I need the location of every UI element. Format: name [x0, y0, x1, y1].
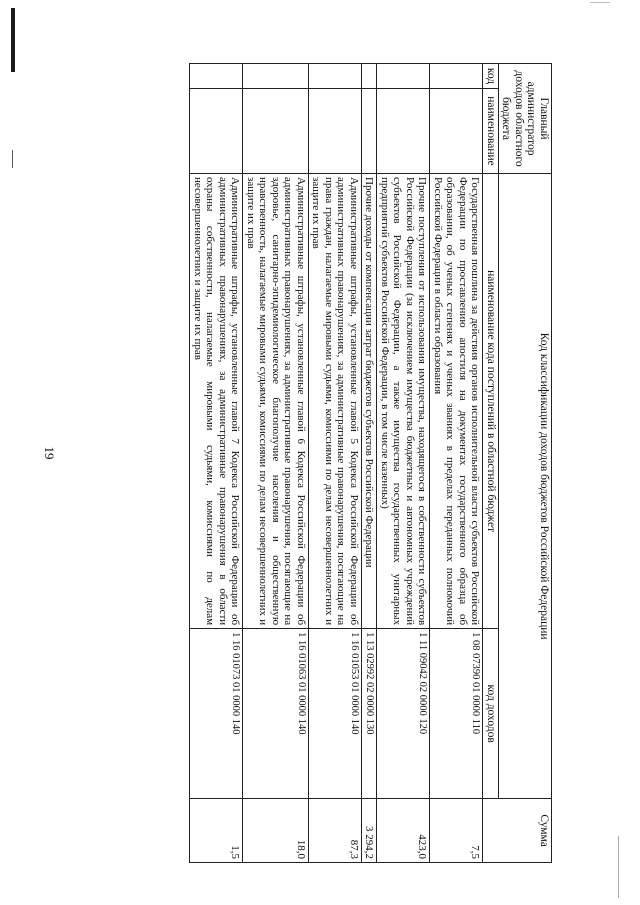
admin-kod-cell: [362, 64, 378, 89]
table-row: [430, 64, 483, 863]
scan-artifact-mark: [590, 2, 610, 3]
naimenovanie-header: наименование: [483, 89, 499, 174]
income-code-cell: 1 13 02992 02 0000 130: [362, 629, 378, 799]
admin-kod-cell: [377, 64, 430, 89]
table-row: [309, 64, 362, 863]
admin-name-cell: [190, 89, 243, 174]
income-code-cell: 1 16 01053 01 0000 140: [309, 629, 362, 799]
income-code-cell: 1 16 01063 01 0000 140: [243, 629, 309, 799]
sum-cell: 1,5: [190, 799, 243, 863]
income-name-cell: Прочие поступления от использования имущества, находящегося в собственности субъектов Российской Федерации (за исключением имущества бюджетных и автономных учреждений субъектов Российской Федерации, а также имущества государственных унитарных предприятий субъектов Российской Федерации, в том числе казенных): [377, 174, 430, 629]
table-row: [362, 64, 378, 863]
sum-cell: 87,3: [309, 799, 362, 863]
scan-artifact-mark: [618, 836, 619, 898]
admin-name-cell: [430, 89, 483, 174]
admin-kod-cell: [190, 64, 243, 89]
naimenovanie-koda-header: наименование кода поступлений в областной бюджет: [483, 174, 499, 629]
income-name-cell: Административные штрафы, установленные главой 5 Кодекса Российской Федерации об административных правонарушениях, за административные правонарушения, посягающие на права граждан, налагаемые мировыми судьями, комиссиями по делам несовершеннолетних и защите их прав: [309, 174, 362, 629]
scan-artifact-mark: [11, 8, 15, 72]
income-code-cell: 1 08 07390 01 0000 110: [430, 629, 483, 799]
rotated-document-table: [86, 63, 552, 863]
income-name-cell: Государственная пошлина за действия органов исполнительной власти субъектов Российской Федерации по проставлению апостиля на документах государственного образца об образовании, об ученых степенях и ученых званиях в пределах переданных полномочий Российской Федерации в области образования: [430, 174, 483, 629]
scan-artifact-mark: [12, 150, 13, 168]
sum-cell: 7,5: [430, 799, 483, 863]
classification-group-header: Код классификации доходов бюджетов Российской Федерации: [499, 174, 552, 799]
income-name-cell: Прочие доходы от компенсации затрат бюджетов субъектов Российской Федерации: [362, 174, 378, 629]
admin-name-cell: [362, 89, 378, 174]
revenue-classification-table: [190, 63, 553, 863]
income-code-cell: 1 16 01073 01 0000 140: [190, 629, 243, 799]
income-name-cell: Административные штрафы, установленные главой 7 Кодекса Российской Федерации об административных правонарушениях, за административные правонарушения в области охраны собственности, налагаемые мировыми судьями, комиссиями по делам несовершеннолетних и защите их прав: [190, 174, 243, 629]
table-row: [377, 64, 430, 863]
admin-group-header: Главный администратор доходов областного бюджета: [499, 64, 552, 174]
kod-header: код: [483, 64, 499, 89]
kod-dohodov-header: код доходов: [483, 629, 499, 799]
income-name-cell: Административные штрафы, установленные главой 6 Кодекса Российской Федерации об административных правонарушениях, за административные правонарушения, посягающие на здоровье, санитарно-эпидемиологическое благополучие населения и общественную нравственность, налагаемые мировыми судьями, комиссиями по делам несовершеннолетних и защите их прав: [243, 174, 309, 629]
admin-name-cell: [309, 89, 362, 174]
table-row: [190, 64, 243, 863]
admin-kod-cell: [309, 64, 362, 89]
admin-kod-cell: [430, 64, 483, 89]
sum-cell: 18,0: [243, 799, 309, 863]
sum-header: Сумма: [483, 799, 552, 863]
page-number: 19: [42, 446, 57, 460]
sum-cell: 423,0: [377, 799, 430, 863]
sum-cell: 3 294,2: [362, 799, 378, 863]
admin-kod-cell: [243, 64, 309, 89]
admin-name-cell: [377, 89, 430, 174]
table-row: [243, 64, 309, 863]
admin-name-cell: [243, 89, 309, 174]
income-code-cell: 1 11 09042 02 0000 120: [377, 629, 430, 799]
